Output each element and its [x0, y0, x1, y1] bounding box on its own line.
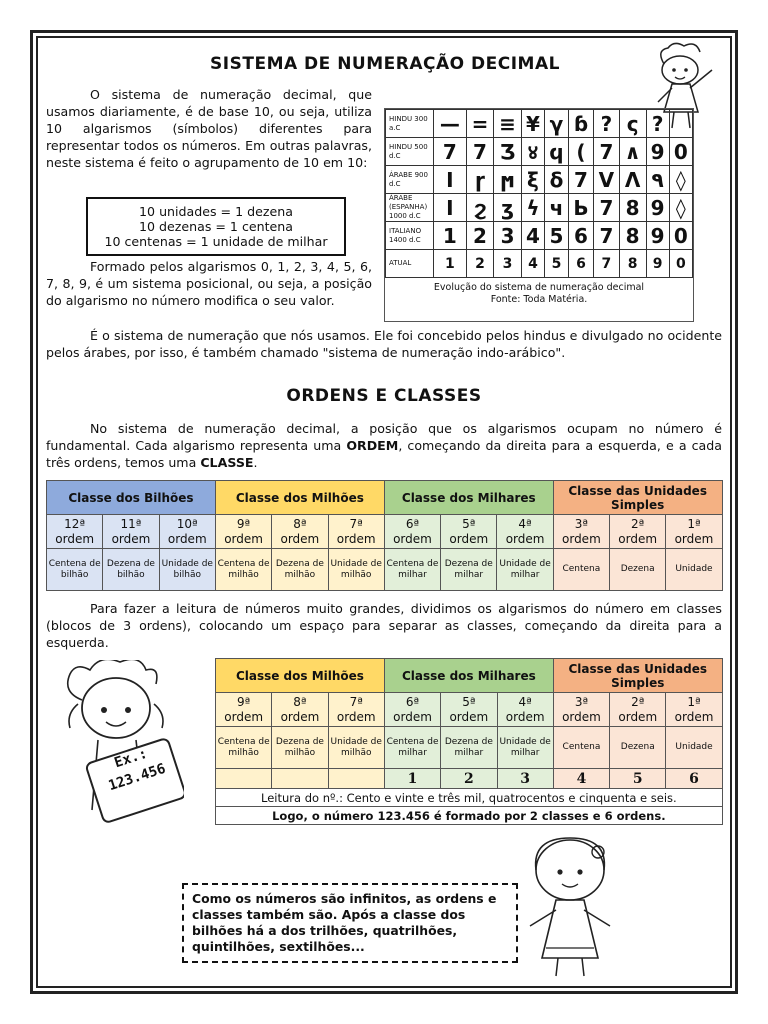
infinite-classes-note: Como os números são infinitos, as ordens e classes também são. Após a classe dos bilhões há a dos trilhões, quatrilhões, quintilhões, sextilhões...: [182, 883, 518, 963]
numeral-glyph: [669, 110, 692, 138]
numeral-row-label: HINDU 500 d.C: [386, 138, 434, 166]
order-cell: 7ª ordem: [328, 693, 384, 727]
digit-cell: 6: [666, 769, 722, 789]
numeral-glyph: 1: [434, 222, 467, 250]
order-name-cell: Centena de milhar: [384, 727, 440, 769]
numeral-evolution-table: [385, 109, 693, 278]
digit-cell: 1: [384, 769, 440, 789]
order-cell: 4ª ordem: [497, 693, 553, 727]
reading-paragraph: Para fazer a leitura de números muito grandes, dividimos os algarismos do número em classes (blocos de 3 ordens), colocando um espaço para separar as classes, começando da direita para a esquerda.: [46, 601, 722, 650]
numeral-glyph: =: [466, 110, 494, 138]
intro-paragraph: O sistema de numeração decimal, que usamos diariamente, é de base 10, ou seja, utiliza 10 algarismos (símbolos) diferentes para representar todos os números. Em outras palavras, neste sistema é feito o agrupamento de 10 em 10:: [46, 87, 372, 170]
numeral-glyph: Ʒ: [494, 138, 522, 166]
order-name-cell: Centena: [553, 549, 609, 591]
numeral-row: [386, 250, 693, 278]
order-cell: 6ª ordem: [384, 515, 440, 549]
numeral-glyph: 8: [619, 194, 646, 222]
numeral-glyph: 2: [466, 222, 494, 250]
order-name-cell: Unidade de milhar: [497, 549, 553, 591]
numeral-glyph: ◊: [669, 194, 692, 222]
digit-cell: 3: [497, 769, 553, 789]
order-cell: 1ª ordem: [666, 515, 722, 549]
numeral-glyph: ४: [521, 138, 544, 166]
order-name-cell: Centena de milhar: [384, 549, 440, 591]
numeral-glyph: 7: [594, 250, 620, 278]
digit-cell: [272, 769, 328, 789]
numeral-glyph: 7: [466, 138, 494, 166]
class-header: Classe das Unidades Simples: [553, 481, 722, 515]
classes-orders-table: [46, 480, 723, 591]
reading-row: Leitura do nº.: Cento e vinte e três mil, quatrocentos e cinquenta e seis.: [216, 789, 723, 807]
numeral-glyph: ч: [545, 194, 569, 222]
order-cell: 12ª ordem: [47, 515, 103, 549]
order-cell: 5ª ordem: [441, 515, 497, 549]
example-classes-table: [215, 658, 723, 825]
numeral-glyph: —: [434, 110, 467, 138]
numeral-row-label: ÁRABE (ESPANHA) 1000 d.C: [386, 194, 434, 222]
figure-caption: Evolução do sistema de numeração decimal Fonte: Toda Matéria.: [433, 282, 645, 305]
numeral-glyph: ϥ: [545, 138, 569, 166]
numeral-glyph: 9: [646, 194, 669, 222]
order-cell: 4ª ordem: [497, 515, 553, 549]
numeral-glyph: 3: [494, 222, 522, 250]
numeral-row: [386, 138, 693, 166]
numeral-glyph: ʒ: [494, 194, 522, 222]
grouping-rules-box: [86, 197, 346, 256]
numeral-glyph: ◊: [669, 166, 692, 194]
numeral-glyph: 0: [669, 250, 692, 278]
numeral-glyph: γ: [545, 110, 569, 138]
numeral-row-label: ÁRABE 900 d.C: [386, 166, 434, 194]
class-header: Classe dos Bilhões: [47, 481, 216, 515]
positional-paragraph: Formado pelos algarismos 0, 1, 2, 3, 4, 5, 6, 7, 8, 9, é um sistema posicional, ou seja, a posição do algarismo no número modifica o seu valor.: [46, 259, 372, 308]
class-header: Classe dos Milhares: [384, 659, 553, 693]
orders-classes-paragraph: No sistema de numeração decimal, a posição que os algarismos ocupam no número é fundamental. Cada algarismo representa uma ORDEM, começando da direita para a esquerda, e a cada três ordens, temos uma CLASSE.: [46, 421, 722, 470]
order-cell: 8ª ordem: [272, 693, 328, 727]
digit-cell: [216, 769, 272, 789]
order-name-cell: Unidade de bilhão: [159, 549, 215, 591]
numeral-glyph: 1: [434, 250, 467, 278]
order-name-cell: Centena de milhão: [216, 727, 272, 769]
numeral-glyph: 5: [545, 222, 569, 250]
numeral-glyph: Ь: [568, 194, 593, 222]
rule-line: 10 centenas = 1 unidade de milhar: [104, 234, 328, 249]
page-title: SISTEMA DE NUMERAÇÃO DECIMAL: [210, 54, 560, 74]
order-name-cell: Unidade: [666, 549, 722, 591]
order-cell: 3ª ordem: [553, 515, 609, 549]
numeral-glyph: 4: [521, 222, 544, 250]
numeral-glyph: ?: [646, 110, 669, 138]
numeral-glyph: 7: [594, 194, 620, 222]
example-sign: Ex.: 123.456: [106, 745, 168, 795]
numeral-glyph: 6: [568, 250, 593, 278]
numeral-row-label: ITALIANO 1400 d.C: [386, 222, 434, 250]
order-name-cell: Centena de milhão: [215, 549, 271, 591]
numeral-glyph: I: [434, 194, 467, 222]
order-cell: 11ª ordem: [103, 515, 159, 549]
numeral-glyph: 6: [568, 222, 593, 250]
order-cell: 2ª ordem: [610, 515, 666, 549]
numeral-glyph: ϻ: [494, 166, 522, 194]
numeral-row: [386, 110, 693, 138]
numeral-glyph: (: [568, 138, 593, 166]
numeral-row-label: ATUAL: [386, 250, 434, 278]
numeral-glyph: 0: [669, 222, 692, 250]
order-name-cell: Dezena de bilhão: [103, 549, 159, 591]
order-cell: 10ª ordem: [159, 515, 215, 549]
numeral-glyph: δ: [545, 166, 569, 194]
numeral-glyph: 9: [646, 250, 669, 278]
indo-arabic-paragraph: É o sistema de numeração que nós usamos. Ele foi concebido pelos hindus e divulgado no ocidente pelos árabes, por isso, é também chamado "sistema de numeração indo-arábico".: [46, 328, 722, 360]
numeral-glyph: I: [434, 166, 467, 194]
numeral-glyph: ɼ: [466, 166, 494, 194]
numeral-evolution-figure: [384, 108, 694, 322]
order-cell: 5ª ordem: [441, 693, 497, 727]
order-name-cell: Unidade de milhar: [497, 727, 553, 769]
order-name-cell: Dezena: [610, 549, 666, 591]
numeral-glyph: ≡: [494, 110, 522, 138]
numeral-glyph: ٩: [646, 166, 669, 194]
order-cell: 1ª ordem: [666, 693, 722, 727]
order-name-cell: Dezena de milhar: [441, 549, 497, 591]
order-name-cell: Unidade: [666, 727, 722, 769]
class-header: Classe das Unidades Simples: [553, 659, 722, 693]
numeral-row: [386, 166, 693, 194]
class-header: Classe dos Milhares: [384, 481, 553, 515]
numeral-row: [386, 194, 693, 222]
numeral-glyph: 5: [545, 250, 569, 278]
numeral-glyph: 2: [466, 250, 494, 278]
section-title: ORDENS E CLASSES: [286, 386, 482, 406]
numeral-glyph: ∧: [619, 138, 646, 166]
numeral-glyph: 7: [594, 222, 620, 250]
numeral-glyph: 8: [619, 222, 646, 250]
numeral-glyph: 9: [646, 138, 669, 166]
numeral-glyph: 7: [594, 138, 620, 166]
order-name-cell: Dezena de milhão: [272, 727, 328, 769]
class-header: Classe dos Milhões: [216, 659, 385, 693]
numeral-glyph: 7: [568, 166, 593, 194]
digit-cell: [328, 769, 384, 789]
numeral-glyph: ϩ: [466, 194, 494, 222]
digit-cell: 4: [553, 769, 609, 789]
order-cell: 9ª ordem: [215, 515, 271, 549]
conclusion-row: Logo, o número 123.456 é formado por 2 classes e 6 ordens.: [216, 807, 723, 825]
numeral-row: [386, 222, 693, 250]
order-cell: 2ª ordem: [610, 693, 666, 727]
order-cell: 9ª ordem: [216, 693, 272, 727]
numeral-glyph: 0: [669, 138, 692, 166]
numeral-glyph: ς: [619, 110, 646, 138]
numeral-glyph: 7: [434, 138, 467, 166]
order-name-cell: Dezena: [610, 727, 666, 769]
numeral-glyph: 4: [521, 250, 544, 278]
digit-cell: 5: [610, 769, 666, 789]
girl-with-flower-illustration: [510, 830, 630, 980]
rule-line: 10 dezenas = 1 centena: [138, 219, 293, 234]
numeral-glyph: Λ: [619, 166, 646, 194]
numeral-glyph: 3: [494, 250, 522, 278]
order-cell: 3ª ordem: [553, 693, 609, 727]
numeral-glyph: 8: [619, 250, 646, 278]
numeral-glyph: 9: [646, 222, 669, 250]
class-header: Classe dos Milhões: [215, 481, 384, 515]
numeral-glyph: ?: [594, 110, 620, 138]
digit-cell: 2: [441, 769, 497, 789]
numeral-glyph: ¥: [521, 110, 544, 138]
order-cell: 8ª ordem: [272, 515, 328, 549]
numeral-glyph: V: [594, 166, 620, 194]
numeral-glyph: ξ: [521, 166, 544, 194]
order-cell: 7ª ordem: [328, 515, 384, 549]
order-name-cell: Dezena de milhar: [441, 727, 497, 769]
order-name-cell: Dezena de milhão: [272, 549, 328, 591]
order-name-cell: Unidade de milhão: [328, 727, 384, 769]
numeral-row-label: HINDU 300 a.C: [386, 110, 434, 138]
order-cell: 6ª ordem: [384, 693, 440, 727]
order-name-cell: Centena de bilhão: [47, 549, 103, 591]
order-name-cell: Centena: [553, 727, 609, 769]
rule-line: 10 unidades = 1 dezena: [139, 204, 293, 219]
numeral-glyph: ϟ: [521, 194, 544, 222]
order-name-cell: Unidade de milhão: [328, 549, 384, 591]
numeral-glyph: ɓ: [568, 110, 593, 138]
